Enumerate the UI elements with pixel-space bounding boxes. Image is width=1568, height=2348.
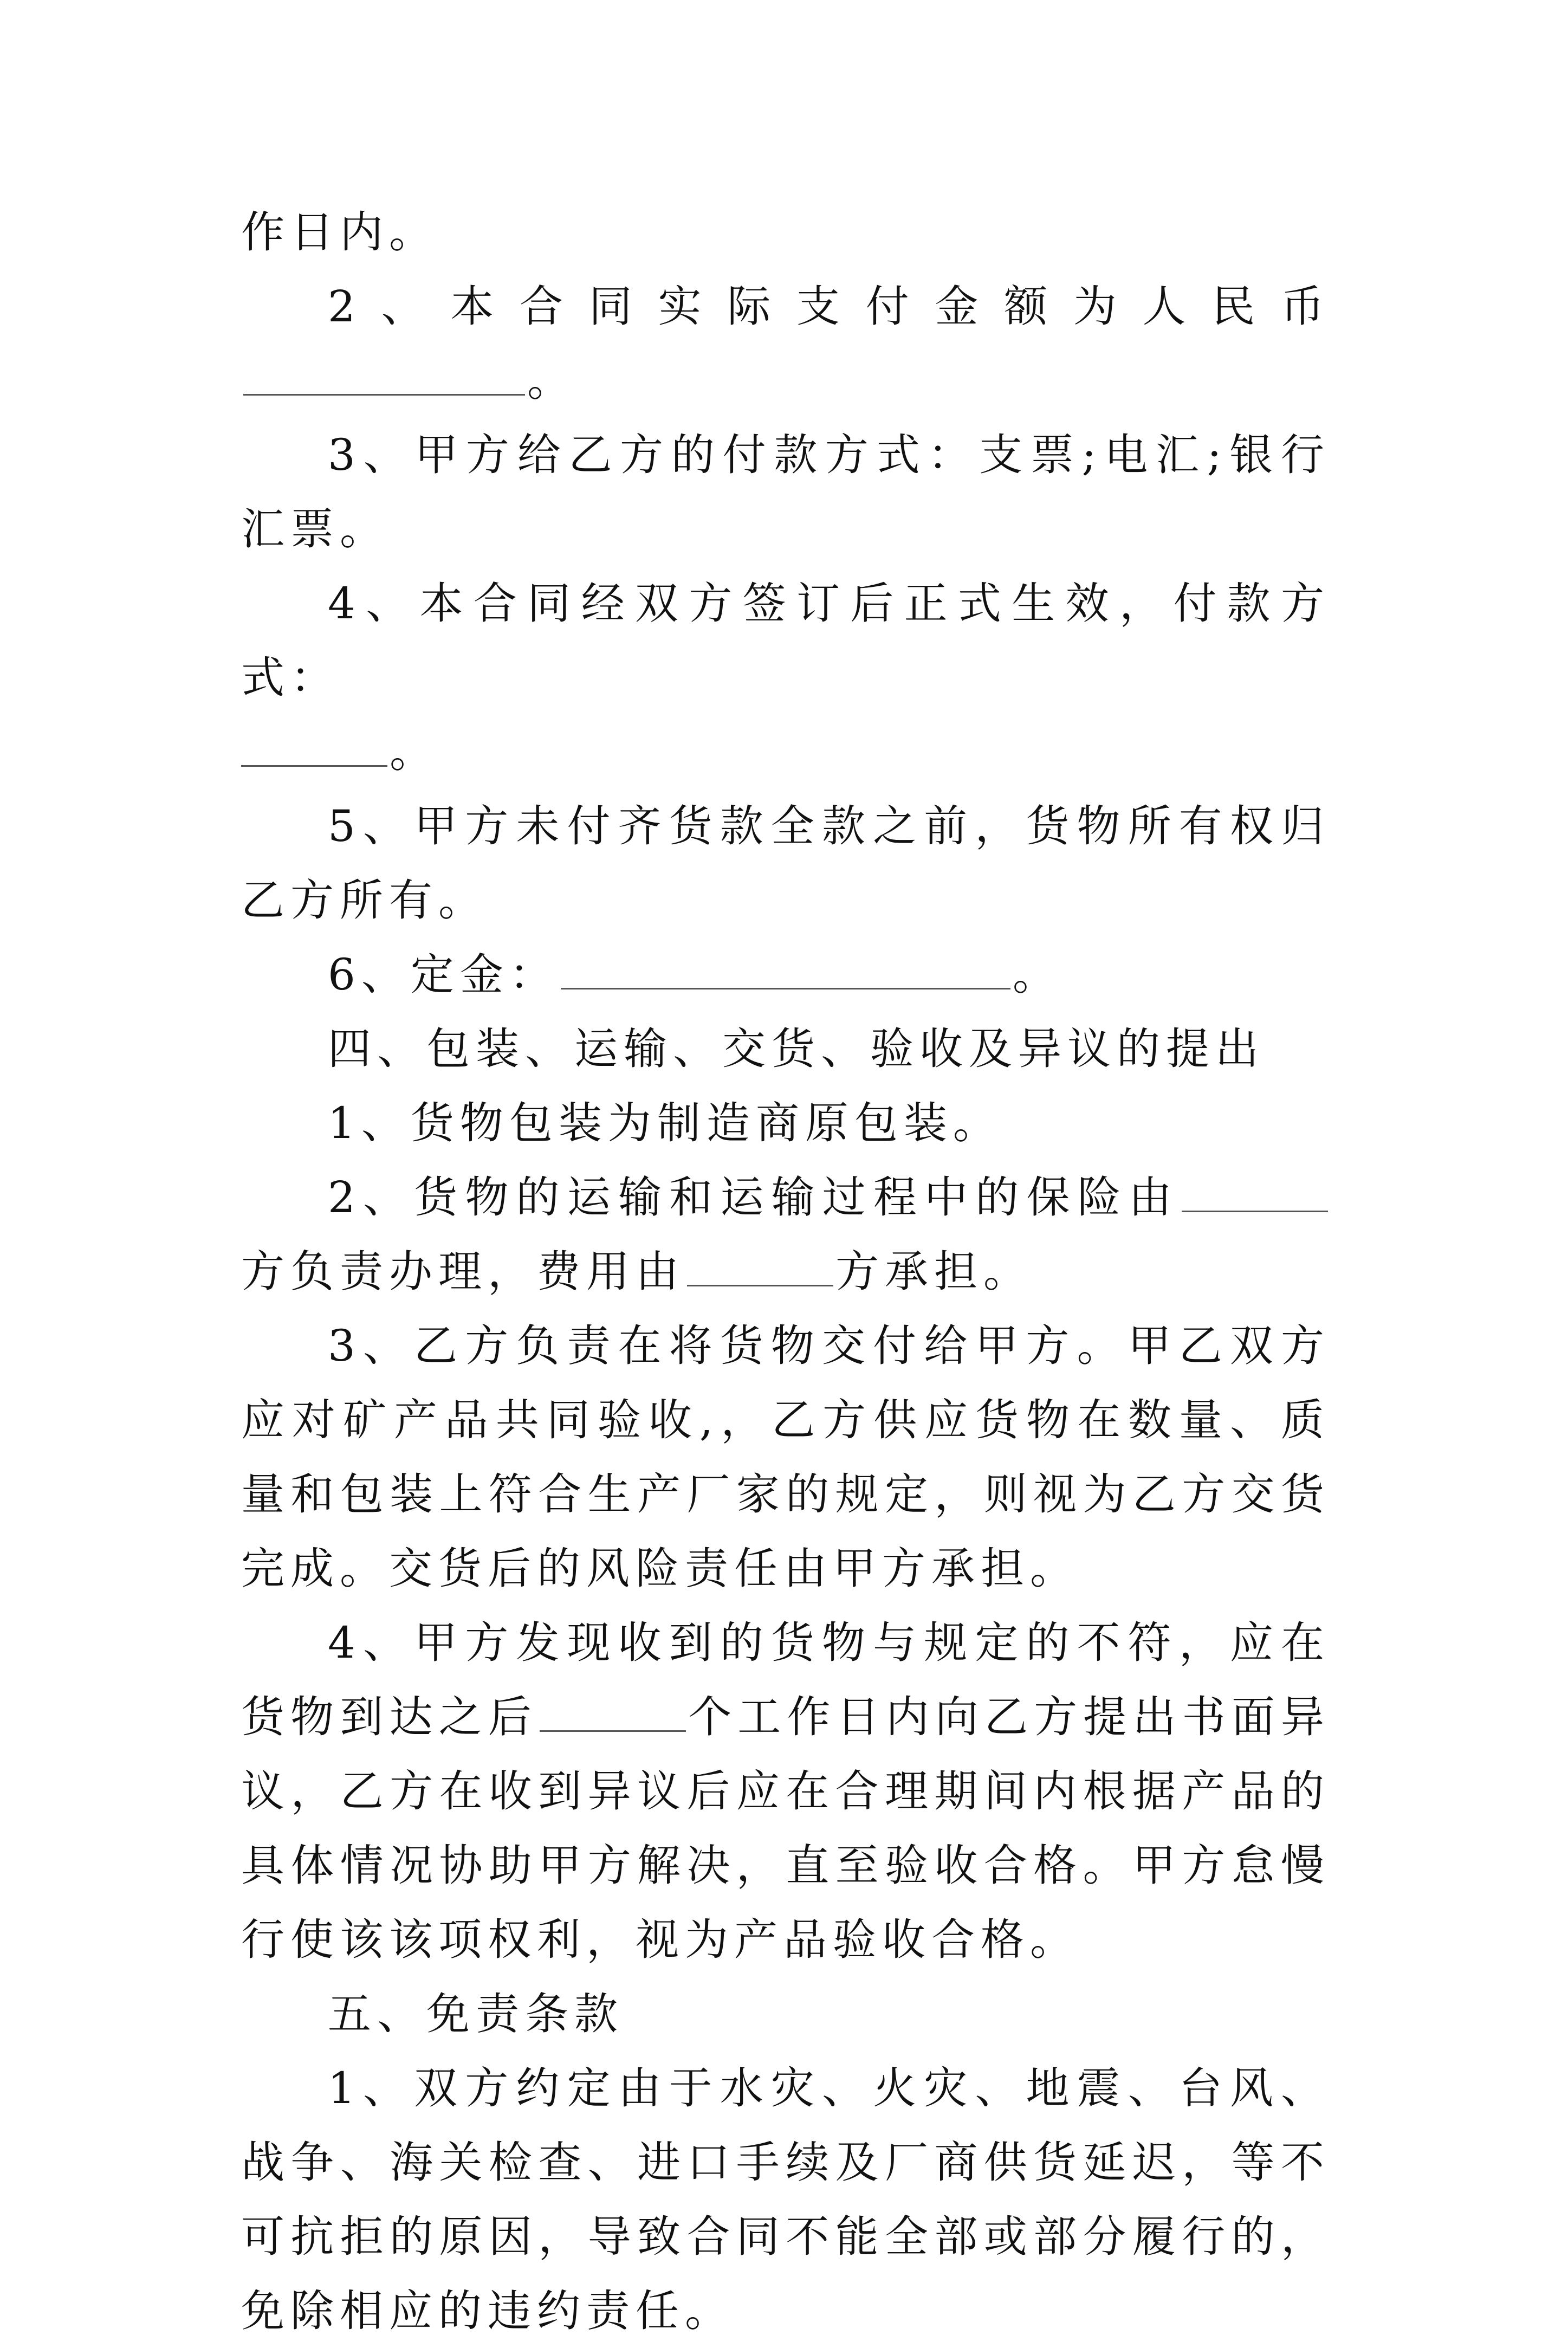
- text: 4、甲方发现收到的货物与规定的不符，应在货物到达之后: [241, 1618, 1330, 1742]
- insurance-party-blank-line[interactable]: [1182, 1173, 1328, 1212]
- clause-force-majeure: [241, 2051, 1330, 2348]
- text: 方承担。: [835, 1246, 1033, 1297]
- text: 。: [1012, 949, 1062, 1000]
- section-heading-4: [241, 1012, 1330, 1086]
- clause-objection: [241, 1606, 1330, 1977]
- text: 5、甲方未付齐货款全款之前，货物所有权归乙方所有。: [241, 801, 1330, 926]
- amount-blank-line[interactable]: [243, 356, 525, 396]
- text: 3、甲方给乙方的付款方式：支票;电汇;银行汇票。: [241, 430, 1330, 554]
- days-blank-line[interactable]: [540, 1692, 686, 1732]
- clause-deposit: [241, 937, 1330, 1012]
- text: 。: [390, 727, 439, 777]
- clause-delivery: [241, 1309, 1330, 1606]
- clause-packaging: [241, 1086, 1330, 1160]
- text: 2、货物的运输和运输过程中的保险由: [328, 1172, 1180, 1222]
- paragraph-continuation: [241, 195, 1330, 269]
- text: 方负责办理，费用由: [241, 1246, 685, 1297]
- text: 1、双方约定由于水灾、火灾、地震、台风、战争、海关检查、进口手续及厂商供货延迟，等不可抗拒的原因，导致合同不能全部或部分履行的，免除相应的违约责任。: [241, 2063, 1330, 2336]
- clause-effective: [241, 566, 1330, 789]
- text: 。: [527, 355, 576, 406]
- deposit-blank-line[interactable]: [561, 950, 1010, 989]
- clause-ownership: [241, 789, 1330, 937]
- text: 个工作日内向乙方提出书面异议，乙方在收到异议后应在合理期间内根据产品的具体情况协助甲方解决，直至验收合格。甲方怠慢行使该该项权利，视为产品验收合格。: [241, 1692, 1331, 1965]
- text: 3、乙方负责在将货物交付给甲方。甲乙双方应对矿产品共同验收,，乙方供应货物在数量、质量和包装上符合生产厂家的规定，则视为乙方交货完成。交货后的风险责任由甲方承担。: [241, 1321, 1330, 1594]
- heading-text: 四、包装、运输、交货、验收及异议的提出: [328, 1024, 1265, 1074]
- section-heading-5: [241, 1977, 1330, 2051]
- text: 作日内。: [241, 207, 438, 257]
- payment-terms-blank-line[interactable]: [241, 727, 387, 767]
- clause-payment-method: [241, 418, 1330, 566]
- clause-transport: [241, 1160, 1330, 1309]
- clause-payment-amount: [241, 269, 1330, 418]
- document-body: [241, 195, 1330, 2348]
- text: 2、本合同实际支付金额为人民币: [328, 281, 1330, 332]
- cost-party-blank-line[interactable]: [687, 1247, 833, 1286]
- text: 4、本合同经双方签订后正式生效，付款方式：: [241, 578, 1330, 703]
- text: 1、货物包装为制造商原包装。: [328, 1098, 1002, 1148]
- text: 6、定金：: [328, 949, 559, 1000]
- heading-text: 五、免责条款: [328, 1989, 624, 2039]
